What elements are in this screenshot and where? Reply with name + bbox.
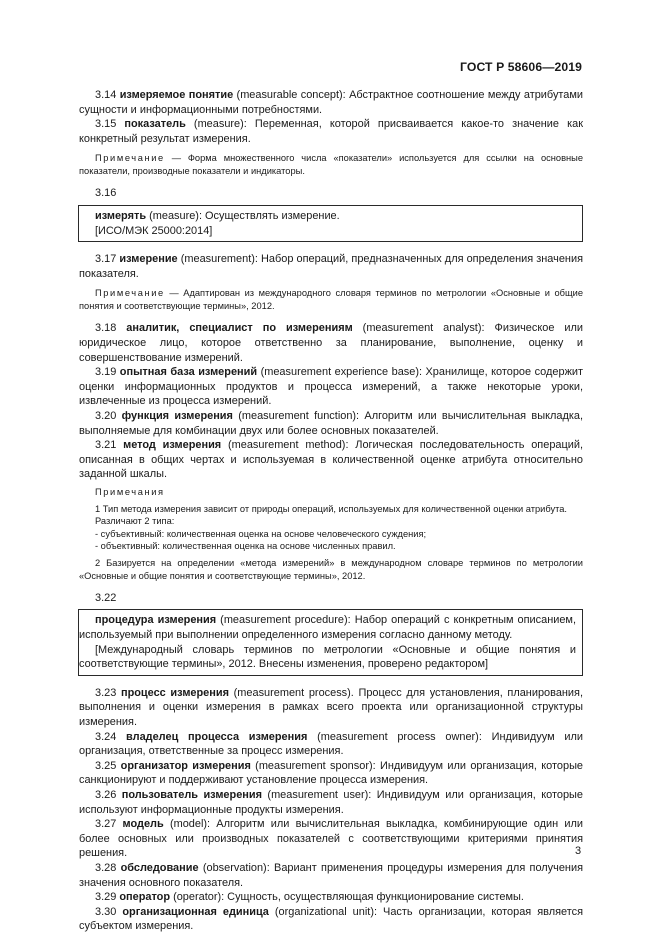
term-3-28: 3.28 обследование (observation): Вариант применения процедуры измерения для получения значения основного показателя. xyxy=(79,861,584,889)
note-3-21-1-objective: - объективный: количественная оценка на основе численных правил. xyxy=(95,541,396,552)
term-3-16: измерять (measure): Осуществлять измерение. xyxy=(95,209,340,222)
page-number: 3 xyxy=(575,845,582,857)
note-3-21-1-subjective: - субъективный: количественная оценка на основе человеческого суждения; xyxy=(95,528,427,539)
term-3-19: 3.19 опытная база измерений (measurement experience base): Хранилище, которое содержит оценки информационных продуктов и процесса измерений, а также некоторые уроки, извлеченные из процесса измерений. xyxy=(79,366,584,408)
notes-3-21-heading: Примечания xyxy=(95,486,165,497)
term-3-21: 3.21 метод измерения (measurement method): Логическая последовательность операций, описанная в общих чертах и используемая в количественной оценке атрибута относительно заданной шкалы. xyxy=(79,439,584,481)
note-3-21-1: 1 Тип метода измерения зависит от природы операций, используемых для количественной оценки атрибута. xyxy=(95,503,568,514)
term-3-25: 3.25 организатор измерения (measurement sponsor): Индивидуум или организация, которые санкционируют и поддерживают установление процесса измерения. xyxy=(79,759,584,787)
note-3-17: Примечание — Адаптирован из международного словаря терминов по метрологии «Основные и общие понятия и соответствующие термины», 2012. xyxy=(79,288,583,312)
term-3-22-number: 3.22 xyxy=(95,591,117,604)
term-3-22: процедура измерения (measurement procedure): Набор операций с конкретным описанием, используемый при выполнении определенного измерения согласно данному методу. xyxy=(79,614,576,642)
term-3-15: 3.15 показатель (measure): Переменная, которой присваивается какое-то значение как конкретный результат измерения. xyxy=(79,118,583,145)
note-3-21-2: 2 Базируется на определении «метода измерений» в международном словаре терминов по метрологии «Основные и общие понятия и соответствующие термины», 2012. xyxy=(79,557,583,581)
term-3-16-source: [ИСО/МЭК 25000:2014] xyxy=(95,224,213,237)
term-3-24: 3.24 владелец процесса измерения (measurement process owner): Индивидуум или организация, ответственные за процесс измерения. xyxy=(79,730,583,758)
term-3-29: 3.29 оператор (operator): Сущность, осуществляющая функционирование системы. xyxy=(95,891,524,904)
term-3-17: 3.17 измерение (measurement): Набор операций, предназначенных для определения значения показателя. xyxy=(79,253,584,280)
term-3-18: 3.18 аналитик, специалист по измерениям (measurement analyst): Физическое или юридическое лицо, которое ответственно за планирование, выполнение, оценку и совершенствование измерений. xyxy=(79,322,584,364)
term-3-14: 3.14 измеряемое понятие (measurable concept): Абстрактное соотношение между атрибутами сущности и информационными потребностями. xyxy=(79,89,584,116)
term-3-30: 3.30 организационная единица (organizational unit): Часть организации, которая является субъектом измерения. xyxy=(79,905,584,933)
note-3-15: Примечание — Форма множественного числа «показатели» используется для ссылки на основные показатели, производные показатели и индикаторы. xyxy=(79,153,583,177)
note-3-21-1-types: Различают 2 типа: xyxy=(95,516,175,527)
term-3-22-source: [Международный словарь терминов по метрологии «Основные и общие понятия и соответствующие термины», 2012. Внесены изменения, проверено редактором] xyxy=(79,643,576,671)
term-3-20: 3.20 функция измерения (measurement function): Алгоритм или вычислительная выкладка, выполняемые для комбинации двух или более основных показателей. xyxy=(79,409,584,437)
term-3-23: 3.23 процесс измерения (measurement process). Процесс для установления, планирования, выполнения и оценки измерения в рамках всего проекта или организационной структуры измерения. xyxy=(79,686,584,729)
term-3-22-box xyxy=(78,609,583,675)
document-header: ГОСТ Р 58606—2019 xyxy=(460,60,582,74)
term-3-16-box xyxy=(78,205,583,242)
term-3-26: 3.26 пользователь измерения (measurement user): Индивидуум или организация, которые используют информационные продукты измерения. xyxy=(79,789,583,816)
document-body xyxy=(79,88,583,934)
term-3-16-number: 3.16 xyxy=(95,187,117,200)
term-3-27: 3.27 модель (model): Алгоритм или вычислительная выкладка, комбинирующие один или более основных или производных показателей с соответствующими критериями принятия решения. xyxy=(79,818,583,860)
